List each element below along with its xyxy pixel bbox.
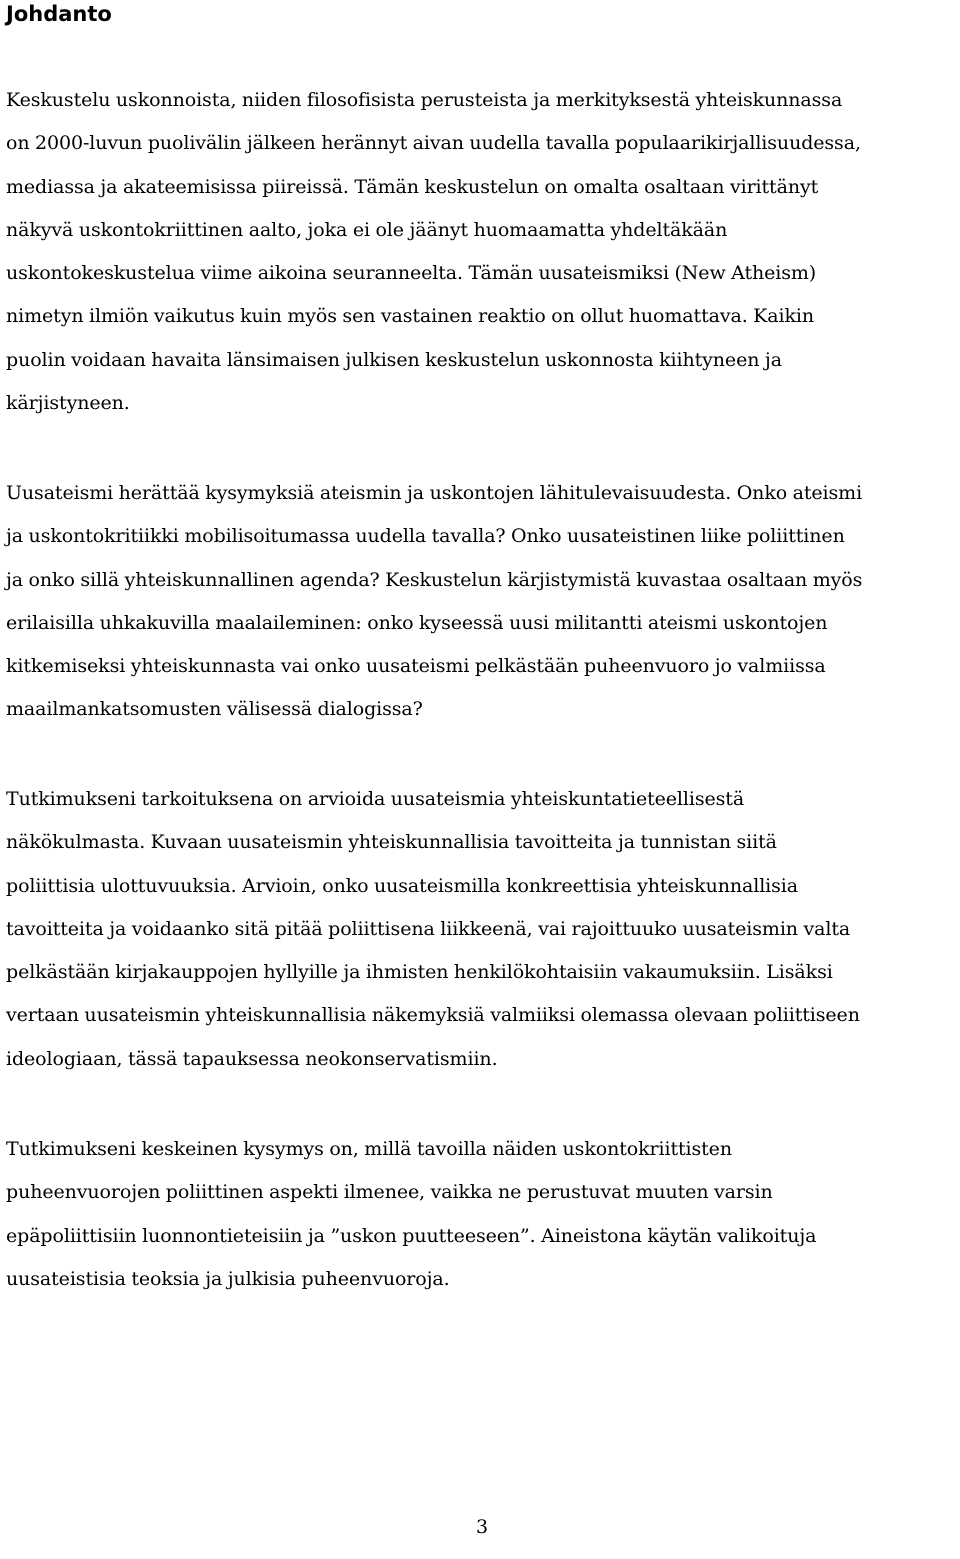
- paragraph-line: näkökulmasta. Kuvaan uusateismin yhteiskunnallisia tavoitteita ja tunnistan siitä: [6, 831, 777, 854]
- paragraph-line: puolin voidaan havaita länsimaisen julkisen keskustelun uskonnosta kiihtyneen ja: [6, 348, 782, 371]
- paragraph-line: on 2000-luvun puolivälin jälkeen herännyt aivan uudella tavalla populaarikirjallisuudessa,: [6, 132, 861, 155]
- paragraph-line: näkyvä uskontokriittinen aalto, joka ei ole jäänyt huomaamatta yhdeltäkään: [6, 218, 728, 241]
- paragraph-line: nimetyn ilmiön vaikutus kuin myös sen vastainen reaktio on ollut huomattava. Kaikin: [6, 305, 814, 328]
- paragraph-line: poliittisia ulottuvuuksia. Arvioin, onko uusateismilla konkreettisia yhteiskunnallisia: [6, 874, 799, 897]
- paragraph-line: ja uskontokritiikki mobilisoitumassa uudella tavalla? Onko uusateistinen liike poliittinen: [6, 525, 845, 548]
- paragraph-line: uusateistisia teoksia ja julkisia puheenvuoroja.: [6, 1267, 450, 1290]
- paragraph-research-question: [6, 1128, 816, 1301]
- paragraph-line: epäpoliittisiin luonnontieteisiin ja ”uskon puutteeseen”. Aineistona käytän valikoituja: [6, 1224, 817, 1247]
- paragraph-line: uskontokeskustelua viime aikoina seuranneelta. Tämän uusateismiksi (New Atheism): [6, 262, 817, 285]
- paragraph-line: mediassa ja akateemisissa piireissä. Tämän keskustelun on omalta osaltaan virittänyt: [6, 175, 819, 198]
- paragraph-line: Tutkimukseni tarkoituksena on arvioida uusateismia yhteiskuntatieteellisestä: [6, 788, 745, 810]
- paragraph-questions: [6, 472, 862, 732]
- paragraph-line: Tutkimukseni keskeinen kysymys on, millä tavoilla näiden uskontokriittisten: [6, 1138, 732, 1160]
- paragraph-line: kitkemiseksi yhteiskunnasta vai onko uusateismi pelkästään puheenvuoro jo valmiissa: [6, 655, 826, 678]
- paragraph-line: pelkästään kirjakauppojen hyllyille ja ihmisten henkilökohtaisiin vakaumuksiin. Lisäksi: [6, 961, 833, 984]
- page-number: 3: [475, 1516, 489, 1538]
- paragraph-line: vertaan uusateismin yhteiskunnallisia näkemyksiä valmiiksi olemassa olevaan poliittiseen: [6, 1004, 860, 1027]
- paragraph-line: tavoitteita ja voidaanko sitä pitää poliittisena liikkeenä, vai rajoittuuko uusateismin valta: [6, 917, 851, 940]
- paragraph-line: kärjistyneen.: [6, 392, 130, 415]
- paragraph-line: ja onko sillä yhteiskunnallinen agenda? Keskustelun kärjistymistä kuvastaa osaltaan myös: [6, 568, 863, 591]
- paragraph-line: maailmankatsomusten välisessä dialogissa?: [6, 698, 423, 721]
- paragraph-line: ideologiaan, tässä tapauksessa neokonservatismiin.: [6, 1047, 498, 1070]
- document-page: [6, 0, 956, 1290]
- paragraph-line: puheenvuorojen poliittinen aspekti ilmenee, vaikka ne perustuvat muuten varsin: [6, 1181, 773, 1204]
- paragraph-line: erilaisilla uhkakuvilla maalaileminen: onko kyseessä uusi militantti ateismi uskontojen: [6, 611, 828, 634]
- paragraph-intro: [6, 79, 861, 425]
- paragraph-line: Keskustelu uskonnoista, niiden filosofisista perusteista ja merkityksestä yhteiskunnassa: [6, 89, 843, 111]
- paragraph-line: Uusateismi herättää kysymyksiä ateismin ja uskontojen lähitulevaisuudesta. Onko ateismi: [6, 482, 863, 504]
- paragraph-aims: [6, 778, 860, 1081]
- section-heading: Johdanto: [6, 2, 112, 26]
